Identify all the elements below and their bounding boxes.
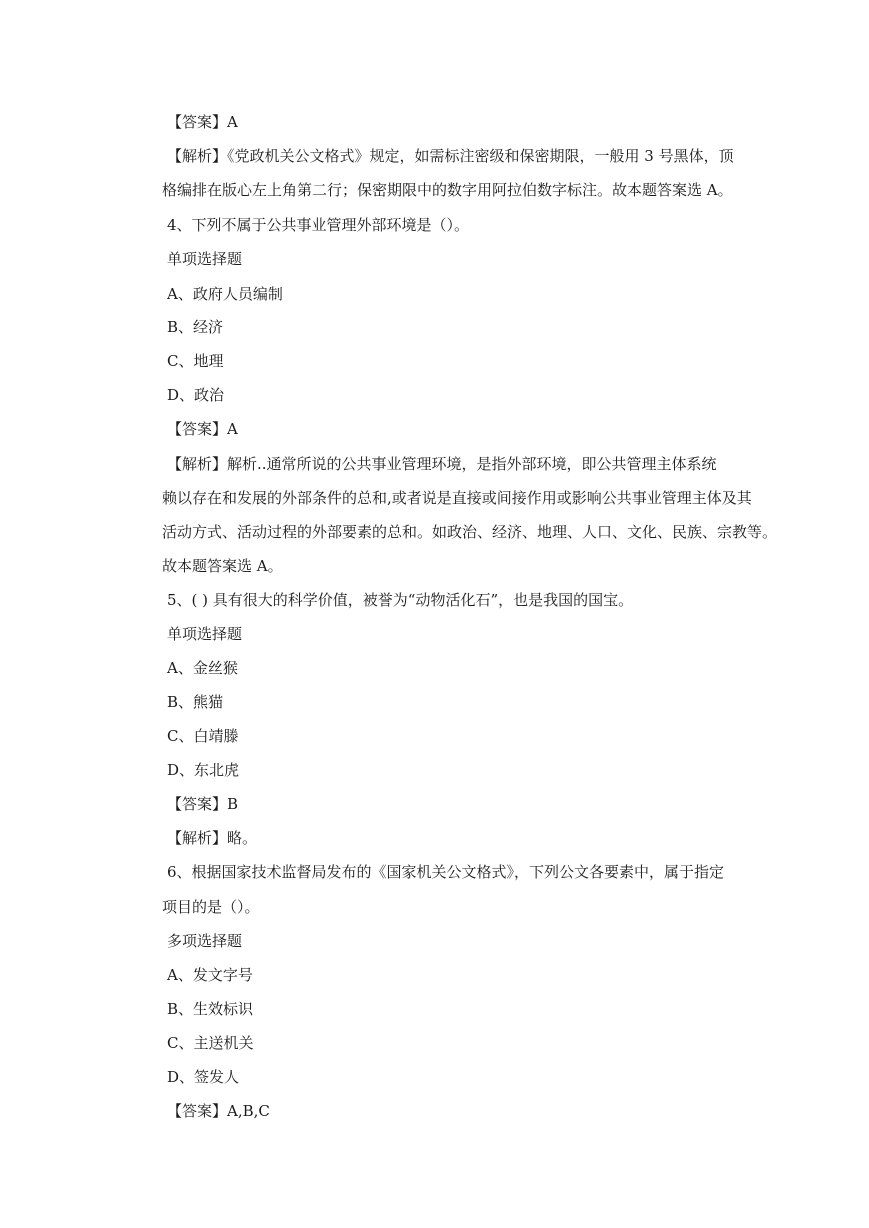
- analysis-q3-line2: 格编排在版心左上角第二行；保密期限中的数字用阿拉伯数字标注。故本题答案选 A。: [162, 181, 733, 199]
- analysis-q4-line2: 赖以存在和发展的外部条件的总和,或者说是直接或间接作用或影响公共事业管理主体及其: [162, 489, 752, 507]
- analysis-q5: 【解析】略。: [167, 829, 258, 847]
- question-6-line2: 项目的是（）。: [162, 898, 260, 916]
- option-6-b: B、生效标识: [167, 1000, 254, 1018]
- answer-q6: 【答案】A,B,C: [167, 1102, 270, 1120]
- option-4-b: B、经济: [167, 318, 224, 336]
- analysis-q4-line4: 故本题答案选 A。: [162, 557, 283, 575]
- option-4-d: D、政治: [167, 386, 225, 404]
- question-5: 5、( ) 具有很大的科学价值，被誉为“动物活化石”，也是我国的国宝。: [167, 591, 634, 609]
- option-4-c: C、地理: [167, 352, 224, 370]
- question-type-6: 多项选择题: [167, 932, 243, 950]
- question-4: 4、下列不属于公共事业管理外部环境是（）。: [167, 216, 470, 234]
- option-5-a: A、金丝猴: [167, 659, 238, 677]
- option-4-a: A、政府人员编制: [167, 285, 283, 303]
- answer-q5: 【答案】B: [167, 795, 239, 813]
- option-6-a: A、发文字号: [167, 966, 253, 984]
- analysis-q3-line1: 【解析】《党政机关公文格式》规定，如需标注密级和保密期限，一般用 3 号黑体，顶: [167, 147, 734, 165]
- question-6-line1: 6、根据国家技术监督局发布的《国家机关公文格式》，下列公文各要素中，属于指定: [167, 863, 725, 881]
- option-6-c: C、主送机关: [167, 1034, 254, 1052]
- question-type-5: 单项选择题: [167, 625, 243, 643]
- analysis-q4-line1: 【解析】解析..通常所说的公共事业管理环境，是指外部环境，即公共管理主体系统: [167, 455, 717, 473]
- option-5-c: C、白靖滕: [167, 727, 239, 745]
- option-5-b: B、熊猫: [167, 693, 224, 711]
- option-6-d: D、签发人: [167, 1068, 240, 1086]
- question-type-4: 单项选择题: [167, 250, 243, 268]
- analysis-q4-line3: 活动方式、活动过程的外部要素的总和。如政治、经济、地理、人口、文化、民族、宗教等。: [162, 523, 778, 541]
- option-5-d: D、东北虎: [167, 761, 240, 779]
- answer-q4: 【答案】A: [167, 420, 238, 438]
- answer-q3: 【答案】A: [167, 113, 238, 131]
